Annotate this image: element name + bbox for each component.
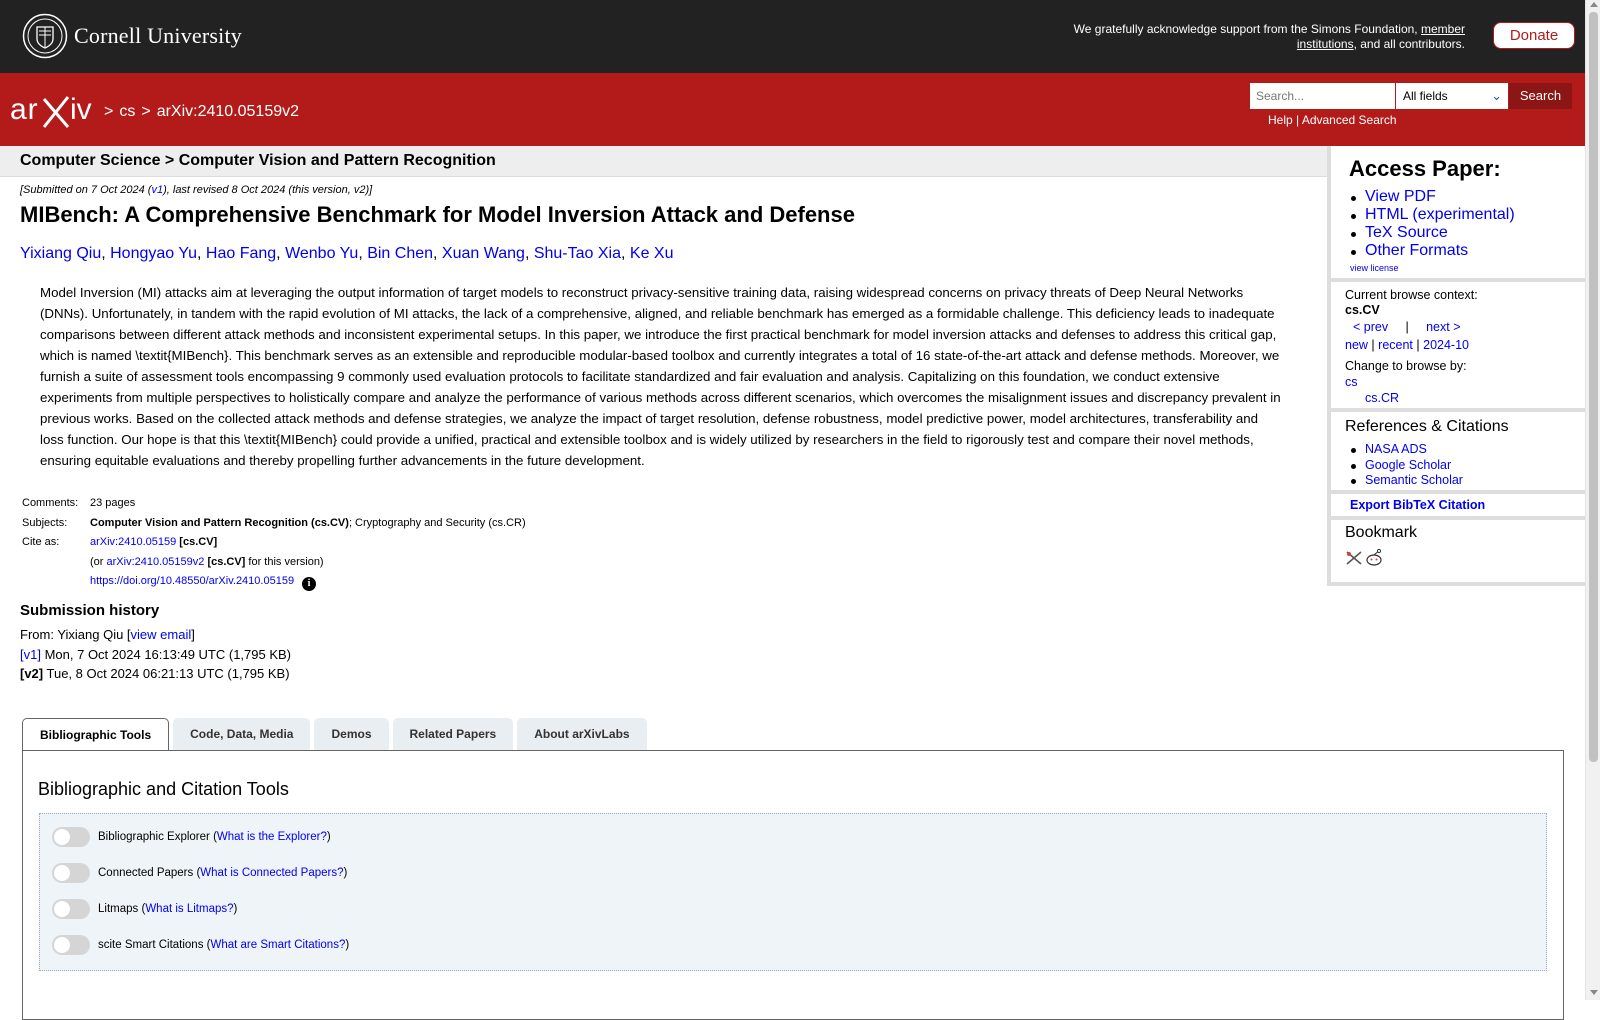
history-v2 xyxy=(20,664,291,684)
history-v1 xyxy=(20,645,291,665)
cite-spacer xyxy=(22,553,90,573)
tool-connected-papers: Connected Papers ( What is Connected Papers? ) xyxy=(52,863,347,883)
comments-label: Comments: xyxy=(22,497,79,509)
primary-subject: Computer Vision and Pattern Recognition (cs.CV) xyxy=(90,516,349,529)
v1-link[interactable]: [v1] xyxy=(20,646,41,662)
paper-title: MIBench: A Comprehensive Benchmark for Model Inversion Attack and Defense xyxy=(20,202,855,227)
tool-help-link[interactable]: What is the Explorer? xyxy=(216,831,327,843)
export-bibtex-link[interactable]: Export BibTeX Citation xyxy=(1350,498,1486,512)
doi-row xyxy=(22,572,526,592)
tool-label: Bibliographic Explorer xyxy=(98,831,210,843)
info-icon[interactable]: i xyxy=(302,577,316,591)
cite-v2-link[interactable]: arXiv:2410.05159v2 xyxy=(106,555,205,568)
comments-row xyxy=(22,494,526,514)
scroll-up-icon[interactable] xyxy=(1590,2,1598,7)
support-acknowledgement xyxy=(1045,22,1465,52)
breadcrumb-sep: > xyxy=(141,103,151,120)
month-link[interactable]: 2024-10 xyxy=(1423,338,1469,352)
references-links xyxy=(1365,442,1463,489)
new-link[interactable]: new xyxy=(1345,338,1368,352)
svg-text:ar: ar xyxy=(10,93,39,126)
prev-next xyxy=(1353,320,1461,334)
author-link[interactable]: Wenbo Yu xyxy=(285,245,359,262)
context-value: cs.CV xyxy=(1345,303,1380,317)
labs-tabs xyxy=(22,718,651,751)
author-link[interactable]: Yixiang Qiu xyxy=(20,245,102,262)
tool-label: scite Smart Citations xyxy=(98,939,204,951)
sidebar xyxy=(1327,146,1585,586)
view-email-link[interactable]: view email xyxy=(130,627,192,642)
bookmark-section xyxy=(1331,520,1589,586)
doi-link[interactable]: https://doi.org/10.48550/arXiv.2410.05159 xyxy=(90,575,295,587)
cite-version-row xyxy=(22,553,526,573)
google-scholar-link[interactable]: Google Scholar xyxy=(1365,457,1452,472)
search-field-value: All fields xyxy=(1403,89,1448,103)
tool-label: Connected Papers xyxy=(98,867,194,879)
access-paper-section xyxy=(1331,146,1589,282)
bibtex-section xyxy=(1331,494,1589,520)
author-link[interactable]: Ke Xu xyxy=(629,245,674,262)
subjects-label: Subjects: xyxy=(22,516,68,529)
advanced-search-link[interactable]: Advanced Search xyxy=(1301,113,1397,127)
browse-cscr-link[interactable]: cs.CR xyxy=(1365,391,1400,405)
next-link[interactable]: next > xyxy=(1426,320,1461,334)
toggle-switch[interactable] xyxy=(52,827,90,847)
subjects-row xyxy=(22,514,526,534)
search-button[interactable]: Search xyxy=(1509,83,1572,109)
author-list: Yixiang Qiu, Hongyao Yu, Hao Fang, Wenbo Yu, Bin Chen, Xuan Wang, Shu-Tao Xia, Ke Xu xyxy=(20,245,674,262)
metadata-table xyxy=(22,494,526,592)
sep: | xyxy=(1405,320,1409,334)
cornell-seal-icon xyxy=(22,13,68,59)
references-section xyxy=(1331,412,1589,494)
breadcrumb-cs[interactable]: cs xyxy=(119,103,136,120)
cornell-name: Cornell University xyxy=(74,23,242,48)
toggle-switch[interactable] xyxy=(52,935,90,955)
cite-tag: [cs.CV] xyxy=(179,536,218,548)
nasa-ads-link[interactable]: NASA ADS xyxy=(1365,442,1427,456)
cite-or: (or xyxy=(90,555,104,568)
view-license-link[interactable]: view license xyxy=(1350,263,1399,273)
prev-link[interactable]: < prev xyxy=(1353,320,1389,334)
dateline-v1-link[interactable]: v1 xyxy=(151,184,164,196)
tab-code-data-media[interactable]: Code, Data, Media xyxy=(173,718,310,750)
submission-dateline xyxy=(20,184,372,196)
tool-help-link[interactable]: What are Smart Citations? xyxy=(210,939,346,951)
arxiv-header xyxy=(0,73,1585,146)
browse-context-section xyxy=(1331,282,1589,412)
ack-suffix: , and all contributors. xyxy=(1353,37,1465,51)
secondary-subjects: ; Cryptography and Security (cs.CR) xyxy=(348,516,526,529)
tab-demos[interactable]: Demos xyxy=(314,718,388,750)
change-browse-label: Change to browse by: xyxy=(1345,359,1467,373)
author-link[interactable]: Bin Chen xyxy=(367,245,434,262)
tools-title: Bibliographic and Citation Tools xyxy=(38,779,289,799)
tools-box xyxy=(39,813,1547,971)
recent-link[interactable]: recent xyxy=(1378,338,1413,352)
scroll-thumb[interactable] xyxy=(1589,12,1598,762)
subject-heading-bar xyxy=(0,146,1327,177)
reddit-icon[interactable] xyxy=(1364,548,1384,568)
from-prefix: From: Yixiang Qiu [ xyxy=(20,627,131,642)
context-label: Current browse context: xyxy=(1345,288,1478,302)
history-from xyxy=(20,625,291,645)
author-link[interactable]: Hongyao Yu xyxy=(110,245,198,262)
chevron-down-icon: ⌄ xyxy=(1491,88,1502,103)
cite-row xyxy=(22,533,526,553)
author-link[interactable]: Shu-Tao Xia xyxy=(533,245,621,262)
search-field-select[interactable] xyxy=(1396,83,1508,109)
toggle-switch[interactable] xyxy=(52,899,90,919)
tab-related-papers[interactable]: Related Papers xyxy=(393,718,514,750)
v2-text: Tue, 8 Oct 2024 06:21:13 UTC (1,795 KB) xyxy=(46,666,290,681)
browse-links xyxy=(1345,338,1469,352)
help-links xyxy=(1268,113,1397,127)
subject-heading: Computer Science > Computer Vision and Pattern Recognition xyxy=(20,152,496,169)
access-links xyxy=(1365,188,1515,260)
cite-v2-tag: [cs.CV] xyxy=(207,555,246,568)
view-pdf-link[interactable]: View PDF xyxy=(1365,188,1436,205)
cite-id-link[interactable]: arXiv:2410.05159 xyxy=(90,536,177,548)
html-link[interactable]: HTML (experimental) xyxy=(1365,206,1515,223)
dateline-prefix: [Submitted on 7 Oct 2024 ( xyxy=(20,184,152,196)
other-formats-link[interactable]: Other Formats xyxy=(1365,242,1469,259)
from-suffix: ] xyxy=(191,627,195,642)
cite-label: Cite as: xyxy=(22,536,60,548)
browse-cs-link[interactable]: cs xyxy=(1345,375,1358,389)
v2-tag: [v2] xyxy=(20,666,44,681)
donate-button[interactable]: Donate xyxy=(1493,22,1575,49)
toggle-switch[interactable] xyxy=(52,863,90,883)
cornell-logo[interactable] xyxy=(22,13,242,59)
submission-history-heading: Submission history xyxy=(20,602,160,619)
tool-scite: scite Smart Citations ( What are Smart Citations? ) xyxy=(52,935,349,955)
page-scrollbar[interactable] xyxy=(1585,0,1600,1000)
search-input[interactable]: Search... xyxy=(1250,83,1395,109)
tab-panel xyxy=(22,750,1564,1020)
svg-text:iv: iv xyxy=(70,93,92,126)
tab-bibliographic-tools[interactable]: Bibliographic Tools xyxy=(22,718,169,751)
ack-text: We gratefully acknowledge support from the Simons Foundation, xyxy=(1073,22,1418,36)
sep: | xyxy=(1371,338,1375,352)
comments-value: 23 pages xyxy=(90,497,136,509)
tool-help-link[interactable]: What is Connected Papers? xyxy=(200,867,344,879)
bookmark-heading: Bookmark xyxy=(1345,524,1418,541)
semantic-scholar-link[interactable]: Semantic Scholar xyxy=(1365,473,1463,487)
scroll-down-icon[interactable] xyxy=(1590,990,1598,995)
arxiv-logo-icon[interactable] xyxy=(10,91,102,131)
member-institutions-link[interactable]: member institutions xyxy=(1296,22,1465,51)
help-link[interactable]: Help xyxy=(1268,113,1293,127)
cite-v2-suffix: for this version) xyxy=(248,555,324,568)
breadcrumb-paper-id: arXiv:2410.05159v2 xyxy=(156,103,300,120)
sep: | xyxy=(1416,338,1420,352)
doi-spacer xyxy=(22,572,90,592)
access-paper-heading: Access Paper: xyxy=(1349,156,1501,181)
breadcrumb xyxy=(104,103,305,121)
author-link[interactable]: Hao Fang xyxy=(205,245,277,262)
tool-label: Litmaps xyxy=(98,903,139,915)
cornell-header xyxy=(0,0,1585,73)
tool-help-link[interactable]: What is Litmaps? xyxy=(145,903,234,915)
references-heading: References & Citations xyxy=(1345,418,1509,435)
dateline-suffix: ), last revised 8 Oct 2024 (this version, v2)] xyxy=(163,184,373,196)
bibsonomy-icon[interactable] xyxy=(1345,550,1363,566)
v1-text: Mon, 7 Oct 2024 16:13:49 UTC (1,795 KB) xyxy=(44,646,292,662)
tool-litmaps: Litmaps ( What is Litmaps? ) xyxy=(52,899,237,919)
breadcrumb-sep: > xyxy=(104,103,114,120)
author-link[interactable]: Xuan Wang xyxy=(441,245,525,262)
submission-history xyxy=(20,625,291,684)
tex-source-link[interactable]: TeX Source xyxy=(1365,224,1448,241)
tab-about-arxivlabs[interactable]: About arXivLabs xyxy=(517,718,646,750)
link-separator: | xyxy=(1296,113,1300,127)
tool-bibliographic-explorer: Bibliographic Explorer ( What is the Explorer? ) xyxy=(52,827,331,847)
abstract-text: Model Inversion (MI) attacks aim at leveraging the output information of target models to reconstruct privacy-sensitive training data, raising widespread concerns on privacy threats of Deep Neural Networks (DNNs). Unfortunately, in tandem with the rapid evolution of MI attacks, the lack of a comprehensive, aligned, and reliable benchmark has emerged as a formidable challenge. This deficiency leads to inadequate comparisons between different attack methods and inconsistent experimental setups. In this paper, we introduce the first practical benchmark for model inversion attacks and defenses to address this critical gap, which is named \textit{MIBench}. This benchmark serves as an extensible and reproducible modular-based toolbox and currently integrates a total of 16 state-of-the-art attack and defense methods. Moreover, we furnish a suite of assessment tools encompassing 9 commonly used evaluation protocols to facilitate standardized and fair evaluation and analysis. Capitalizing on this foundation, we conduct extensive experiments from multiple perspectives to holistically compare and analyze the performance of various methods across different scenarios, which overcomes the misalignment issues and discrepancy prevalent in previous works. Based on the collected attack methods and defense strategies, we analyze the impact of target resolution, defense robustness, model predictive power, model architectures, transferability and loss function. Our hope is that this \textit{MIBench} could provide a unified, practical and extensible toolbox and is widely utilized by researchers in the field to rigorously test and compare their novel methods, ensuring equitable evaluations and thereby propelling further advancements in the future development. xyxy=(40,285,1281,468)
